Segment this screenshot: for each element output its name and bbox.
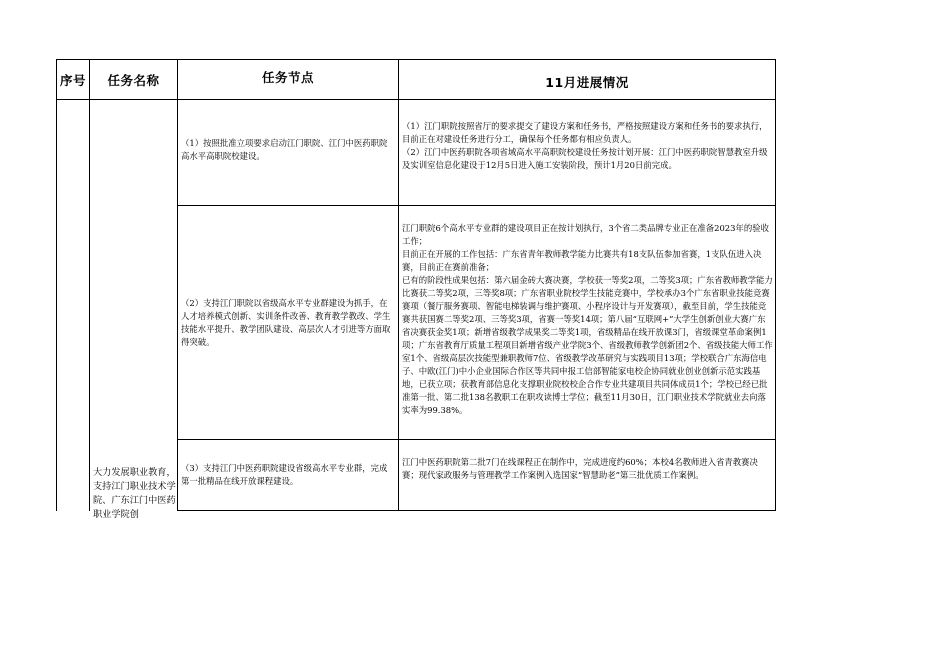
task-name-cell: 大力发展职业教育，支持江门职业技术学院、广东江门中医药职业学院创 bbox=[93, 467, 176, 520]
border-col2 bbox=[177, 59, 178, 511]
border-right bbox=[775, 59, 776, 511]
header-task-name: 任务名称 bbox=[107, 72, 160, 88]
header-index: 序号 bbox=[59, 72, 86, 88]
task-node-1: （1）按照批准立项要求启动江门职院、江门中医药职院高水平高职院校建设。 bbox=[181, 138, 388, 161]
progress-3: 江门中医药职院第二批7门在线课程正在制作中，完成进度约60%；本校4名教师进入省青教赛决赛；现代家政服务与管理教学工作案例入选国家“智慧助老”第三批优质工作案例。 bbox=[402, 457, 758, 480]
header-task-node: 任务节点 bbox=[261, 69, 314, 85]
progress-2: 江门职院6个高水平专业群的建设项目正在按计划执行，3个省二类品牌专业正在准备2023年的验收工作； 目前正在开展的工作包括：广东省青年教师教学能力比赛共有18支队伍参加省赛，1支队伍进入决赛，目前正在赛前准备； 已有的阶段性成果包括：第六届金砖大赛决赛，学校获一等奖2项，二等奖3项；广东省教师教学能力比赛获二等奖2项，三等奖8项；广东省职业院校学生技能竞赛中，学校承办3个广东省职业技能竞赛赛项（餐厅服务赛项、智能电梯装调与维护赛项、小程序设计与开发赛项），截至目前，学生技能竞赛共获国赛二等奖2项、三等奖3项，省赛一等奖14项；第八届“互联网+”大学生创新创业大赛广东省决赛获金奖1项；新增省级教学成果奖二等奖1项，省级精品在线开放课3门，省级课堂革命案例1项；广东省教育厅质量工程项目新增省级产业学院3个、省级教师教学创新团2个、省级技能大师工作室1个、省级高层次技能型兼职教师7位、省级教学改革研究与实践项目13项；学校联合广东海信电子、中欧(江门)中小企业国际合作区等共同申报工信部智能家电校企协同就业创业创新示范实践基地，已获立项；获教育部信息化支撑职业院校校企合作专业共建项目共同体成员1个；学校已经已批准第一批、第二批138名教职工在职攻读博士学位；截至11月30日，江门职业技术学院就业去向落实率为99.38%。 bbox=[402, 223, 773, 415]
border-col1 bbox=[89, 59, 90, 511]
border-row3-bottom bbox=[177, 510, 776, 511]
border-row1-bottom bbox=[177, 205, 776, 206]
border-header-bottom bbox=[56, 99, 776, 100]
task-node-3: （3）支持江门中医药职院建设省级高水平专业群，完成第一批精品在线开放课程建设。 bbox=[181, 463, 388, 486]
header-progress: 11月进展情况 bbox=[545, 74, 629, 90]
border-row2-bottom bbox=[177, 439, 776, 440]
border-left bbox=[56, 59, 57, 511]
border-col3 bbox=[398, 59, 399, 511]
task-node-2: （2）支持江门职院以省级高水平专业群建设为抓手，在人才培养模式创新、实训条件改善、教育教学教改、学生技能水平提升、教学团队建设、高层次人才引进等方面取得突破。 bbox=[181, 298, 391, 347]
progress-1: （1）江门职院按照省厅的要求提交了建设方案和任务书，严格按照建设方案和任务书的要求执行，目前正在对建设任务进行分工，确保每个任务都有相应负责人。 （2）江门中医药职院各项省域高水平高职院校建设任务按计划开展：江门中医药职院智慧教室升级及实训室信息化建设于12月5日进入施工安装阶段，预计1月20日前完成。 bbox=[402, 121, 768, 170]
